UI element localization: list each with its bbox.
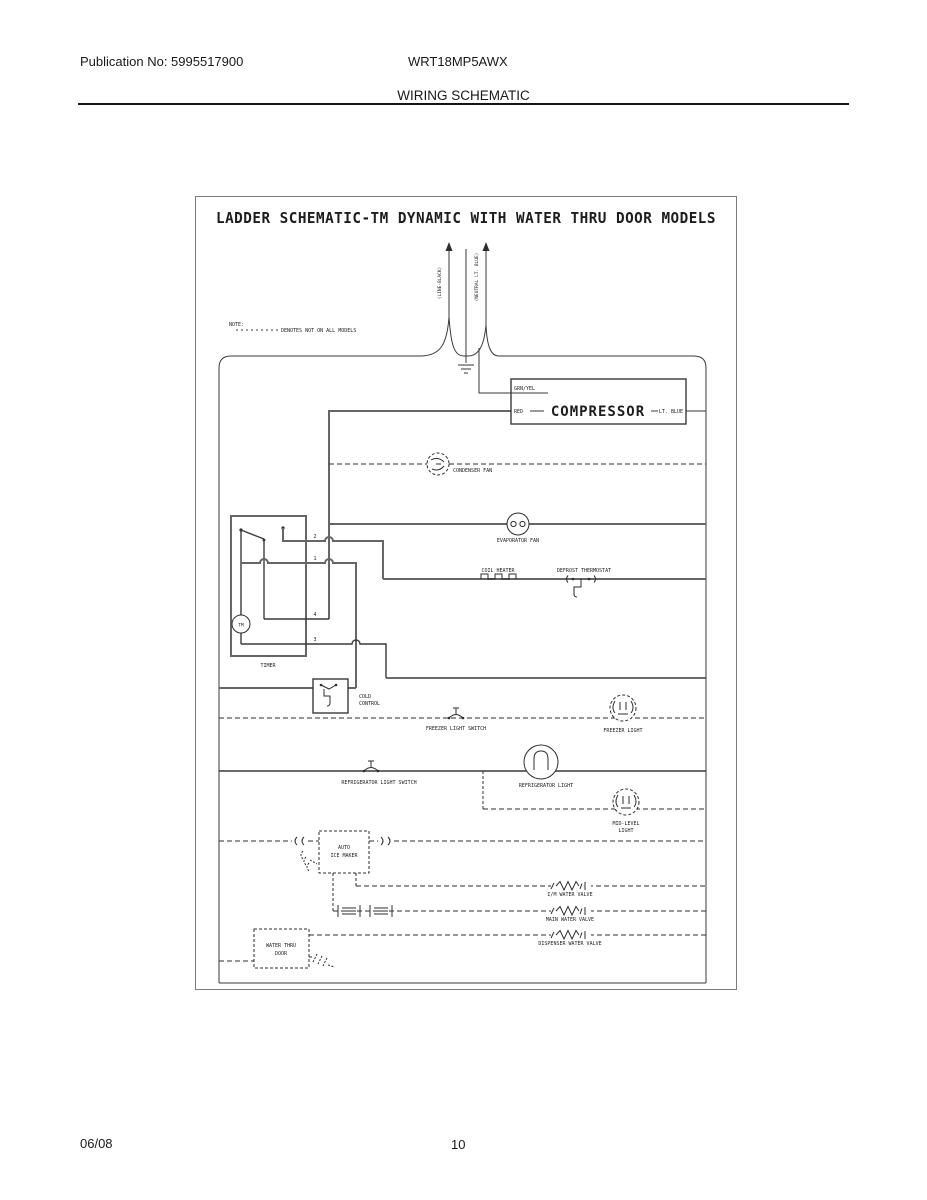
compressor-label: COMPRESSOR	[550, 404, 646, 420]
ice-maker-rung	[219, 831, 706, 911]
wiring-schematic-diagram	[195, 196, 737, 990]
ground-icon	[458, 365, 474, 373]
condenser-fan-rung	[329, 453, 706, 475]
im-water-valve-label: I/M WATER VALVE	[547, 892, 593, 898]
water-thru-door-label-1: WATER THRU	[265, 943, 297, 949]
timer	[231, 516, 706, 688]
ice-maker-connector-right-icon	[381, 837, 390, 845]
terminal-2-wire	[283, 528, 383, 579]
dispenser-water-valve-label: DISPENSER WATER VALVE	[538, 941, 602, 947]
freezer-light-label: FREEZER LIGHT	[603, 728, 643, 734]
note-label: NOTE:	[229, 322, 245, 328]
auto-ice-maker-label-2: ICE MAKER	[330, 853, 358, 859]
line-black-label: (LINE-BLACK)	[438, 266, 443, 300]
refrigerator-light-rung	[219, 745, 706, 834]
cold-control-label-1: COLD	[359, 694, 372, 700]
compressor-terminal-left: RED	[514, 409, 524, 415]
defrost-heater-rung	[383, 568, 706, 597]
footer-page-number: 10	[451, 1137, 466, 1152]
terminal-3-label: 3	[313, 637, 317, 643]
compressor-terminal-right: LT. BLUE	[658, 409, 683, 415]
cold-control-label-2: CONTROL	[359, 701, 381, 707]
terminal-3-wire	[241, 640, 706, 678]
refrigerator-light-label: REFRIGERATOR LIGHT	[518, 783, 574, 789]
coil-heater-label: COIL HEATER	[481, 568, 515, 574]
timer-motor-label: TM	[238, 623, 244, 629]
freezer-light-switch-label: FREEZER LIGHT SWITCH	[425, 726, 487, 732]
ice-maker-connector-left-icon	[295, 837, 304, 845]
note	[229, 322, 356, 334]
publication-number: Publication No: 5995517900	[80, 54, 244, 69]
auto-ice-maker-box	[319, 831, 369, 873]
main-water-valve-label: MAIN WATER VALVE	[545, 917, 595, 923]
neutral-arrow-icon	[483, 242, 490, 251]
water-valve-rungs	[309, 880, 706, 947]
ice-maker-harness-connector-icon	[301, 851, 317, 871]
timer-switch-blade	[241, 530, 264, 539]
ice-maker-drop-wires	[333, 873, 356, 911]
line-arrow-icon	[446, 242, 453, 251]
header-rule	[78, 103, 849, 105]
door-harness-connector-icon	[313, 954, 335, 967]
section-title: WIRING SCHEMATIC	[397, 88, 530, 103]
evaporator-fan-rung	[329, 513, 706, 544]
water-thru-door-label-2: DOOR	[274, 951, 288, 957]
terminal-1-label: 1	[313, 556, 317, 562]
supply-leads	[437, 242, 490, 373]
schematic-title: LADDER SCHEMATIC-TM DYNAMIC WITH WATER THRU DOOR MODELS	[216, 209, 716, 227]
condenser-fan-label: CONDENSER FAN	[453, 468, 493, 474]
mid-level-light-label-1: MID-LEVEL	[612, 821, 640, 827]
terminal-2-label: 2	[313, 534, 317, 540]
dispenser-water-valve-icon	[551, 929, 591, 941]
evaporator-fan-label: EVAPORATOR FAN	[496, 538, 540, 544]
refrigerator-light-switch-label: REFRIGERATOR LIGHT SWITCH	[341, 780, 417, 786]
terminal-4-label: 4	[313, 612, 317, 618]
defrost-thermostat-label: DEFROST THERMOSTAT	[556, 568, 612, 574]
timer-box	[231, 516, 306, 656]
footer-date: 06/08	[80, 1136, 113, 1151]
timer-label: TIMER	[260, 663, 276, 669]
model-number: WRT18MP5AWX	[408, 54, 508, 69]
freezer-light-rung	[219, 695, 706, 734]
ladder-schematic-svg	[196, 197, 736, 989]
main-water-valve-icon	[551, 905, 591, 917]
mid-level-light-label-2: LIGHT	[618, 828, 634, 834]
im-water-valve-icon	[551, 880, 591, 892]
terminal-1-wire	[241, 559, 356, 688]
compressor-terminal-top: GRN/YEL	[514, 386, 536, 392]
auto-ice-maker-label-1: AUTO	[337, 845, 351, 851]
note-text: DENOTES NOT ON ALL MODELS	[281, 328, 357, 334]
neutral-label: (NEUTRAL LT. BLUE)	[475, 252, 480, 302]
